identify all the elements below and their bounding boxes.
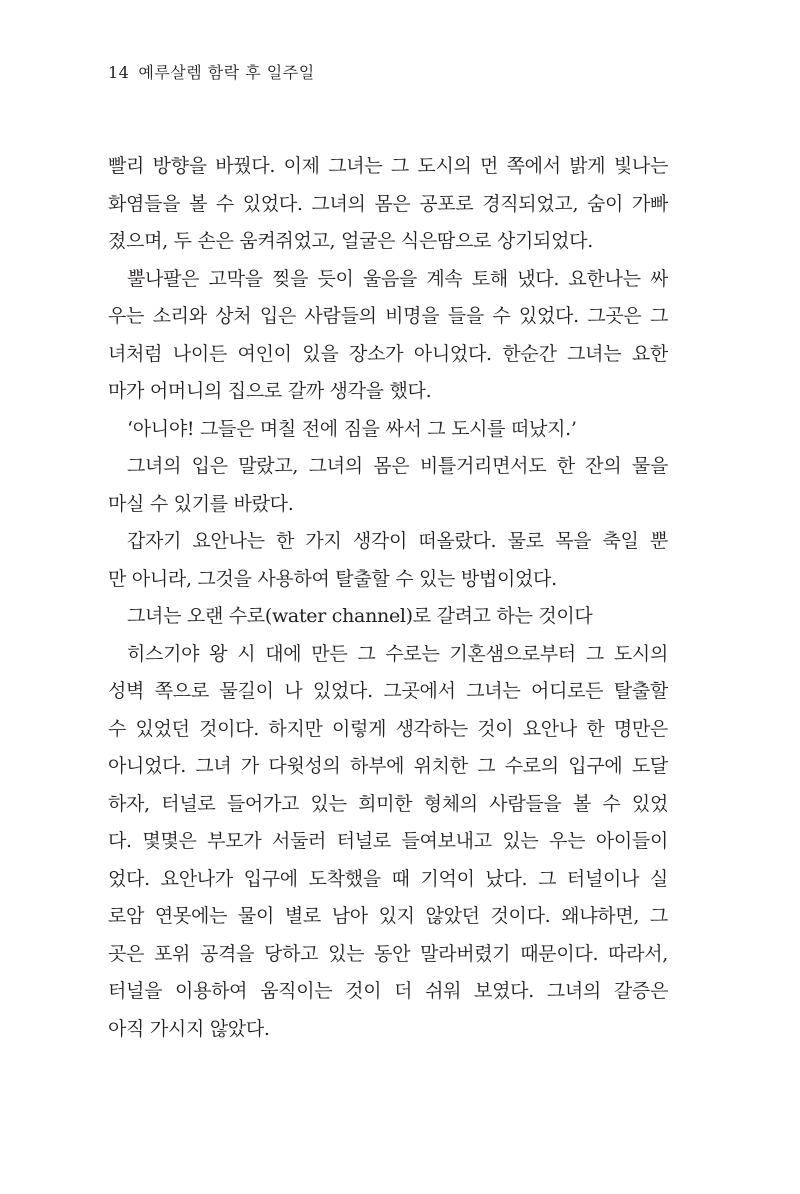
text-line: 그녀의 입은 말랐고, 그녀의 몸은 비틀거리면서도 한 잔의 물을 <box>127 455 668 477</box>
text-line: 다. 몇몇은 부모가 서둘러 터널로 들여보내고 있는 우는 아이들이 <box>108 830 668 852</box>
text-line: 수 있었던 것이다. 하지만 이렇게 생각하는 것이 요안나 한 명만은 <box>108 717 668 740</box>
text-line: 녀처럼 나이든 여인이 있을 장소가 아니었다. 한순간 그녀는 요한 <box>108 342 668 365</box>
text-line: 아직 가시지 않았다. <box>108 1017 270 1040</box>
text-line: 아니었다. 그녀 가 다윗성의 하부에 위치한 그 수로의 입구에 도달 <box>108 755 668 777</box>
text-line: 성벽 쪽으로 물길이 나 있었다. 그곳에서 그녀는 어디로든 탈출할 <box>108 680 668 702</box>
page-number: 14 <box>108 63 130 82</box>
text-line: 만 아니라, 그것을 사용하여 탈출할 수 있는 방법이었다. <box>108 567 557 590</box>
text-line: 빨리 방향을 바꿨다. 이제 그녀는 그 도시의 먼 쪽에서 밝게 빛나는 <box>108 155 668 177</box>
text-line: 히스기야 왕 시 대에 만든 그 수로는 기혼샘으로부터 그 도시의 <box>127 642 668 665</box>
text-line: 우는 소리와 상처 입은 사람들의 비명을 들을 수 있었다. 그곳은 그 <box>108 305 668 327</box>
text-line: 졌으며, 두 손은 움켜쥐었고, 얼굴은 식은땀으로 상기되었다. <box>108 230 593 252</box>
text-line: 그녀는 오랜 수로(water channel)로 갈려고 하는 것이다 <box>127 605 593 627</box>
text-line: 하자, 터널로 들어가고 있는 희미한 형체의 사람들을 볼 수 있었 <box>108 792 668 815</box>
text-line: 터널을 이용하여 움직이는 것이 더 쉬워 보였다. 그녀의 갈증은 <box>108 980 668 1002</box>
text-line: 뿔나팔은 고막을 찢을 듯이 울음을 계속 토해 냈다. 요한나는 싸 <box>127 267 668 290</box>
text-line: 갑자기 요안나는 한 가지 생각이 떠올랐다. 물로 목을 축일 뿐 <box>127 530 668 552</box>
text-line: 마가 어머니의 집으로 갈까 생각을 했다. <box>108 380 432 402</box>
chapter-title: 예루살렘 함락 후 일주일 <box>138 63 315 82</box>
text-line: 로암 연못에는 물이 별로 남아 있지 않았던 것이다. 왜냐하면, 그 <box>108 905 668 927</box>
body-text <box>108 148 668 1048</box>
running-header <box>108 60 315 83</box>
text-line: 곳은 포위 공격을 당하고 있는 동안 말라버렸기 때문이다. 따라서, <box>108 942 668 965</box>
text-line: 마실 수 있기를 바랐다. <box>108 492 294 515</box>
text-line: 화염들을 볼 수 있었다. 그녀의 몸은 공포로 경직되었고, 숨이 가빠 <box>108 192 668 215</box>
text-line: 었다. 요안나가 입구에 도착했을 때 기억이 났다. 그 터널이나 실 <box>108 867 668 890</box>
text-line: ‘아니야! 그들은 며칠 전에 짐을 싸서 그 도시를 떠났지.’ <box>127 417 577 440</box>
